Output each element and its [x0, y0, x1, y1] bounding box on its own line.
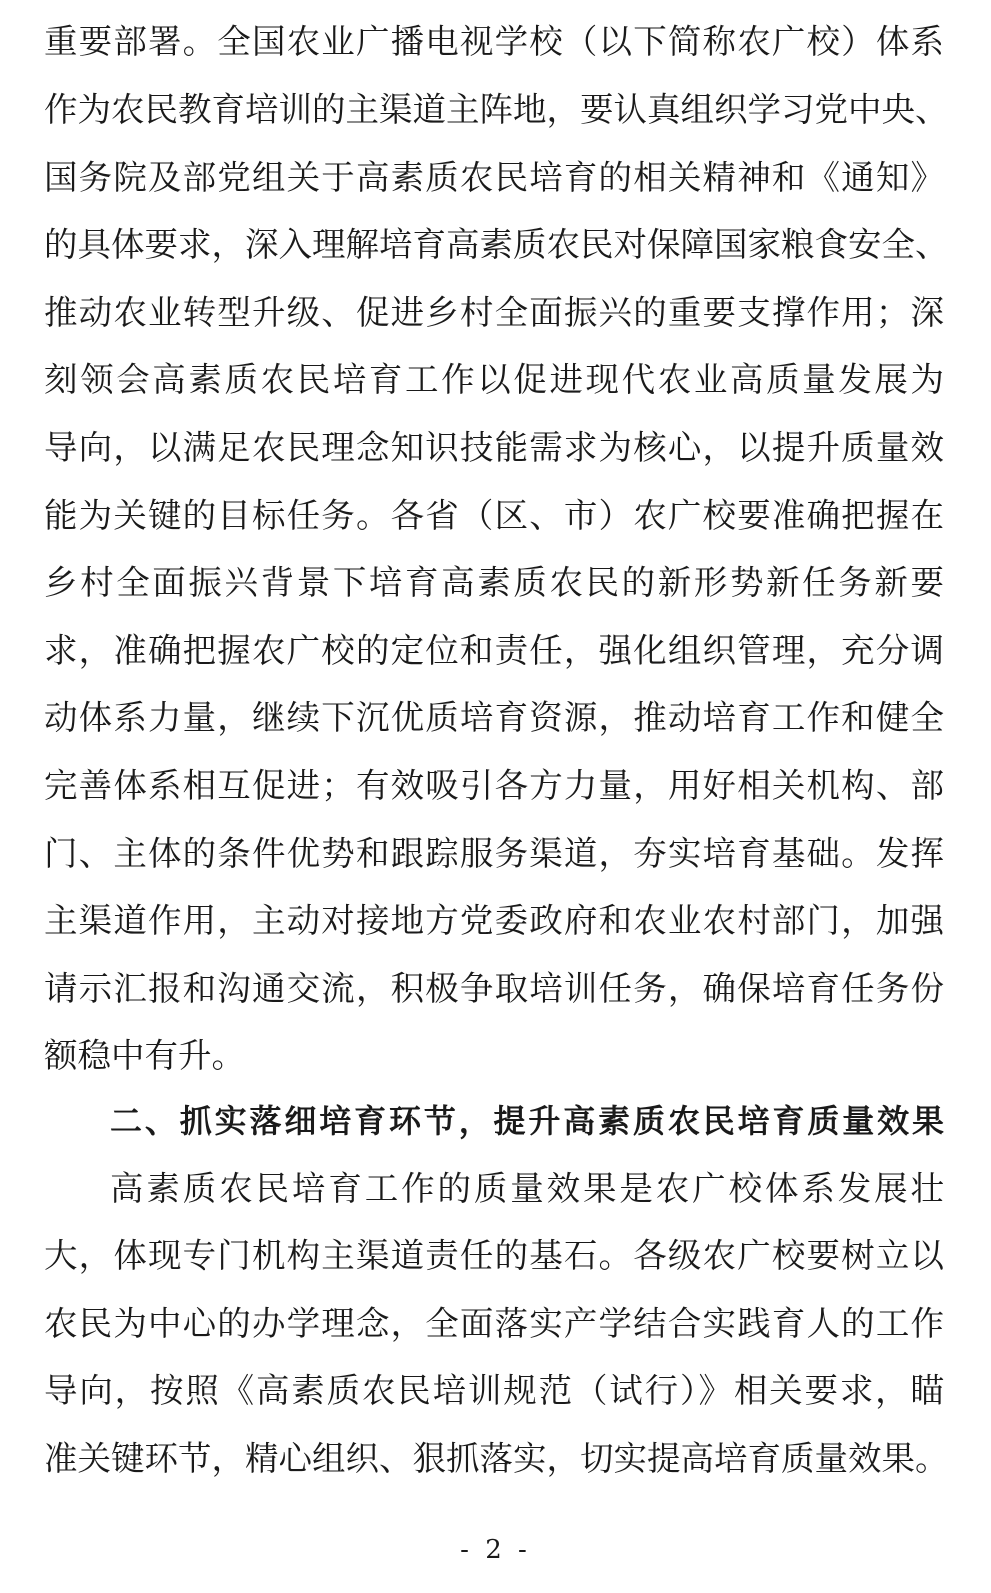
paragraph-line: 国务院及部党组关于高素质农民培育的相关精神和《通知》	[44, 158, 944, 197]
paragraph-line: 作为农民教育培训的主渠道主阵地，要认真组织学习党中央、	[44, 90, 949, 129]
paragraph-line: 导向，以满足农民理念知识技能需求为核心，以提升质量效	[44, 428, 944, 467]
paragraph-line: 大，体现专门机构主渠道责任的基石。各级农广校要树立以	[44, 1236, 944, 1275]
paragraph-line: 能为关键的目标任务。各省（区、市）农广校要准确把握在	[44, 496, 944, 535]
paragraph-line: 求，准确把握农广校的定位和责任，强化组织管理，充分调	[44, 631, 944, 670]
page-number: - 2 -	[460, 1535, 531, 1565]
paragraph-line: 重要部署。全国农业广播电视学校（以下简称农广校）体系	[44, 22, 944, 61]
paragraph-line: 主渠道作用，主动对接地方党委政府和农业农村部门，加强	[44, 901, 944, 940]
paragraph-line: 完善体系相互促进；有效吸引各方力量，用好相关机构、部	[44, 766, 944, 805]
paragraph-line: 导向，按照《高素质农民培训规范（试行）》相关要求，瞄	[44, 1371, 944, 1410]
paragraph-line: 高素质农民培育工作的质量效果是农广校体系发展壮	[110, 1169, 944, 1208]
paragraph-line: 农民为中心的办学理念，全面落实产学结合实践育人的工作	[44, 1304, 944, 1343]
paragraph-line: 动体系力量，继续下沉优质培育资源，推动培育工作和健全	[44, 698, 944, 737]
paragraph-line: 门、主体的条件优势和跟踪服务渠道，夯实培育基础。发挥	[44, 834, 944, 873]
paragraph-line: 的具体要求，深入理解培育高素质农民对保障国家粮食安全、	[44, 225, 949, 264]
paragraph-line: 请示汇报和沟通交流，积极争取培训任务，确保培育任务份	[44, 969, 944, 1008]
paragraph-line: 额稳中有升。	[44, 1036, 245, 1075]
paragraph-line: 准关键环节，精心组织、狠抓落实，切实提高培育质量效果。	[44, 1439, 949, 1478]
paragraph-line: 乡村全面振兴背景下培育高素质农民的新形势新任务新要	[44, 563, 944, 602]
section-heading: 二、抓实落细培育环节，提升高素质农民培育质量效果	[110, 1102, 944, 1140]
paragraph-line: 刻领会高素质农民培育工作以促进现代农业高质量发展为	[44, 360, 944, 399]
paragraph-line: 推动农业转型升级、促进乡村全面振兴的重要支撑作用；深	[44, 293, 944, 332]
